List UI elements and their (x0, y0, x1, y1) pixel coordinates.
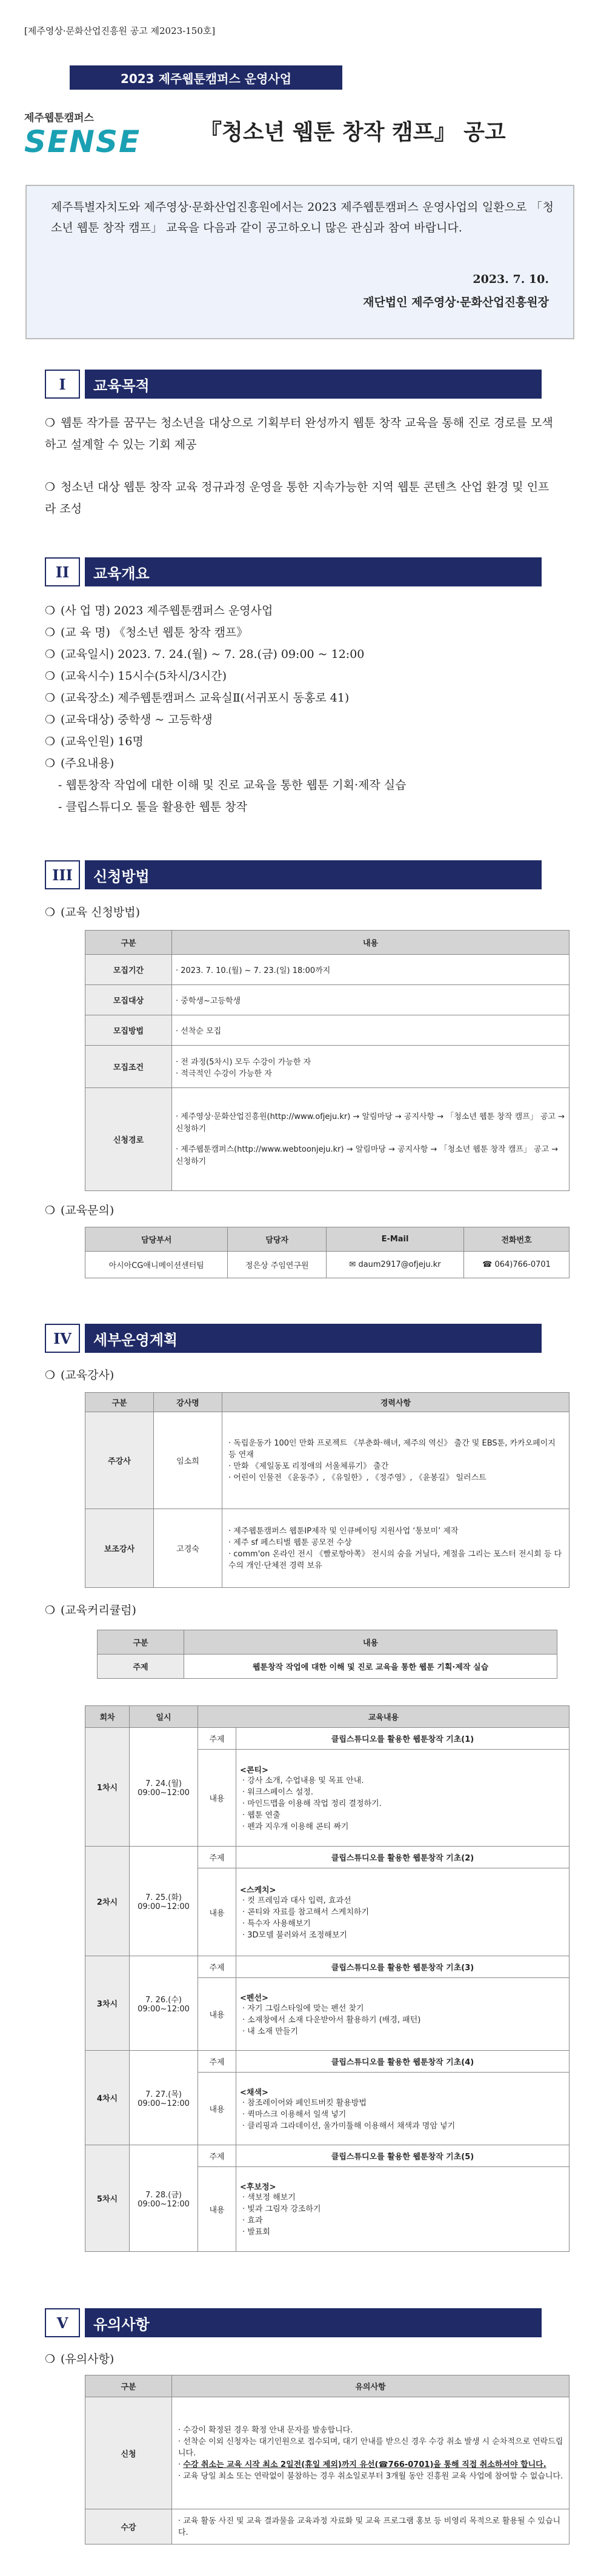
section-header-notes (45, 2308, 542, 2337)
doc-number: [제주영상·문화산업진흥원 공고 제2023-150호] (24, 25, 216, 36)
section-number: II (45, 557, 80, 586)
overview-sub-item: - 웹툰창작 작업에 대한 이해 및 진로 교육을 통한 웹툰 기획·제작 실습 (58, 778, 407, 792)
purpose-item: ❍ 청소년 대상 웹툰 창작 교육 정규과정 운영을 통한 지속가능한 지역 웹툰 콘텐츠 산업 환경 및 인프라 조성 (45, 480, 550, 516)
table-row: 내용 <펜선> · 자기 그림스타일에 맞는 펜선 찾기 · 소재창에서 소재 다운받아서 활용하기 (배경, 패턴) · 내 소재 만들기 (85, 1978, 569, 2051)
logo-small-text: 제주웹툰캠퍼스 (24, 112, 94, 124)
section-number: IV (45, 1324, 80, 1353)
notes-table (85, 2375, 569, 2544)
overview-item: ❍ (교육시수) 15시수(5차시/3시간) (45, 669, 227, 683)
table-row: 모집조건 · 전 과정(5차시) 모두 수강이 가능한 자 · 적극적인 수강이 가능한 자 (85, 1046, 569, 1088)
section-header-overview (45, 557, 542, 586)
table-row: 내용 <후보정> · 색보정 해보기 · 빛과 그림자 강조하기 · 효과 · 발표회 (85, 2167, 569, 2252)
section-header-plan (45, 1324, 542, 1353)
intro-org: 재단법인 제주영상·문화산업진흥원장 (363, 296, 549, 309)
contact-table (85, 1227, 569, 1278)
table-row: 주강사 임소희 · 독립운동가 100인 만화 프로젝트 《부춘화·해녀, 제주의 역신》 출간 및 EBS툰, 카카오페이지 등 연재 · 만화 《제일동포 리정애의 서울체류기》 출간 · 어린이 인물전 《윤동주》, 《유일한》, 《정주영》, 《윤봉길》 일러스트 (85, 1412, 569, 1509)
intro-box (25, 185, 574, 339)
col-header: 구분 (85, 1393, 154, 1412)
table-row: 1차시 7. 24.(월) 09:00~12:00 주제 클립스튜디오를 활용한 웹툰창작 기초(1) (85, 1728, 569, 1750)
intro-date: 2023. 7. 10. (473, 273, 549, 286)
section-header-purpose (45, 370, 542, 399)
table-row: 신청경로 · 제주영상·문화산업진흥원(http://www.ofjeju.kr) → 알림마당 → 공지사항 → 「청소년 웹툰 창작 캠프」 공고 → 신청하기 · 제주웹툰캠퍼스(http://www.webtoonjeju.kr) → 알림마당 → 공지사항 → 「청소년 웹툰 창작 캠프」 공고 → 신청하기 (85, 1088, 569, 1191)
overview-item: ❍ (교육인원) 16명 (45, 735, 144, 748)
table-row: 내용 <채색> · 참조레이어와 페인트버킷 활용방법 · 퀵마스크 이용해서 일색 넣기 · 클리핑과 그라데이션, 울가미툴해 이용해서 채색과 명암 넣기 (85, 2073, 569, 2145)
table-row: 아시아CG애니메이션센터팀 정은상 주임연구원 ✉ daum2917@ofjeju.kr ☎ 064)766-0701 (85, 1252, 569, 1278)
apply-table (85, 930, 569, 1191)
col-header: 내용 (184, 1630, 557, 1655)
logo (24, 109, 164, 164)
col-header: 강사명 (154, 1393, 222, 1412)
notes-heading: ❍ (유의사항) (45, 2352, 115, 2366)
table-row: 3차시 7. 26.(수) 09:00~12:00 주제 클립스튜디오를 활용한 웹툰창작 기초(3) (85, 1956, 569, 1978)
col-header: 구분 (85, 931, 172, 955)
section-number: III (45, 860, 80, 889)
table-row: 모집기간 · 2023. 7. 10.(월) ~ 7. 23.(일) 18:00까지 (85, 955, 569, 985)
apply-heading: ❍ (교육 신청방법) (45, 906, 140, 919)
section-label: 교육목적 (85, 370, 542, 399)
col-header: 담당부서 (85, 1227, 228, 1252)
section-header-apply (45, 860, 542, 889)
instructors-heading: ❍ (교육강사) (45, 1369, 115, 1382)
section-number: V (45, 2308, 80, 2337)
phone-icon: ☎ (482, 1260, 495, 1269)
col-header: 내용 (172, 931, 569, 955)
col-header: 유의사항 (172, 2375, 569, 2397)
table-row: 모집방법 · 선착순 모집 (85, 1015, 569, 1046)
col-header: E-Mail (327, 1227, 464, 1252)
contact-heading: ❍ (교육문의) (45, 1204, 115, 1217)
col-header: 담당자 (228, 1227, 327, 1252)
table-row: 내용 <콘티> · 강사 소개, 수업내용 및 목표 안내. · 워크스페이스 설정. · 마인드맵을 이용해 작업 정리 결정하기. · 웹툰 연출 · 펜과 지우개 이용해 콘티 짜기 (85, 1750, 569, 1847)
table-row: 보조강사 고경숙 · 제주웹툰캠퍼스 웹툰IP제작 및 인큐베이팅 지원사업 ‘통보미’ 제작 · 제주 sf 페스티벌 웹툰 공모전 수상 · comm'on 온라인 전시 《빨로항아쪽》 전시의 숨을 거닐다, 계절을 그리는 포스터 전시회 등 다수의 개인·단체전 경력 보유 (85, 1509, 569, 1588)
section-label: 세부운영계획 (85, 1324, 542, 1353)
purpose-item: ❍ 웹툰 작가를 꿈꾸는 청소년을 대상으로 기획부터 완성까지 웹툰 창작 교육을 통해 진로 경로를 모색하고 설계할 수 있는 기회 제공 (45, 416, 553, 451)
theme-table (97, 1630, 557, 1679)
table-row: 5차시 7. 28.(금) 09:00~12:00 주제 클립스튜디오를 활용한 웹툰창작 기초(5) (85, 2145, 569, 2167)
table-row: 주제 웹툰창작 작업에 대한 이해 및 진로 교육을 통한 웹툰 기획·제작 실습 (98, 1655, 557, 1679)
table-row: 수강 · 교육 활동 사진 및 교육 결과물을 교육과정 자료화 및 교육 프로그램 홍보 등 비영리 목적으로 활용될 수 있습니다. (85, 2509, 569, 2544)
instructors-table (85, 1392, 569, 1588)
section-label: 교육개요 (85, 557, 542, 586)
col-header: 교육내용 (198, 1706, 569, 1728)
table-row: 내용 <스케치> · 컷 프레임과 대사 입력, 효과선 · 콘티와 자료를 참고해서 스케치하기 · 특수자 사용해보기 · 3D모델 불러와서 조정해보기 (85, 1868, 569, 1956)
overview-item: ❍ (교 육 명) 《청소년 웹툰 창작 캠프》 (45, 626, 248, 639)
program-band: 2023 제주웹툰캠퍼스 운영사업 (70, 65, 342, 90)
section-label: 신청방법 (85, 860, 542, 889)
col-header: 구분 (85, 2375, 172, 2397)
overview-item: ❍ (사 업 명) 2023 제주웹툰캠퍼스 운영사업 (45, 604, 273, 617)
overview-item: ❍ (교육대상) 중학생 ~ 고등학생 (45, 713, 213, 726)
overview-sub-item: - 클립스튜디오 툴을 활용한 웹툰 창작 (58, 800, 247, 814)
logo-big-text: SENSE (24, 124, 141, 159)
section-label: 유의사항 (85, 2308, 542, 2337)
col-header: 경력사항 (222, 1393, 569, 1412)
overview-item: ❍ (주요내용) (45, 757, 115, 770)
mail-icon: ✉ (349, 1260, 359, 1269)
overview-item: ❍ (교육장소) 제주웹툰캠퍼스 교육실Ⅱ(서귀포시 동홍로 41) (45, 691, 350, 705)
section-number: I (45, 370, 80, 399)
page-title: 『청소년 웹툰 창작 캠프』 공고 (200, 120, 506, 145)
overview-item: ❍ (교육일시) 2023. 7. 24.(월) ~ 7. 28.(금) 09:00 ~ 12:00 (45, 648, 365, 661)
curriculum-table (85, 1705, 569, 2252)
col-header: 회차 (85, 1706, 130, 1728)
table-row: 4차시 7. 27.(목) 09:00~12:00 주제 클립스튜디오를 활용한 웹툰창작 기초(4) (85, 2051, 569, 2073)
table-row: 2차시 7. 25.(화) 09:00~12:00 주제 클립스튜디오를 활용한 웹툰창작 기초(2) (85, 1847, 569, 1868)
email-link[interactable]: daum2917@ofjeju.kr (358, 1260, 441, 1269)
intro-text: 제주특별자치도와 제주영상·문화산업진흥원에서는 2023 제주웹툰캠퍼스 운영사업의 일환으로 「청소년 웹툰 창작 캠프」 교육을 다음과 같이 공고하오니 많은 관심과 참여 바랍니다. (51, 201, 554, 234)
col-header: 전화번호 (464, 1227, 569, 1252)
curriculum-heading: ❍ (교육커리큘럼) (45, 1604, 136, 1617)
table-row: 신청 · 수강이 확정된 경우 확정 안내 문자를 발송합니다. · 선착순 이외 신청자는 대기인원으로 접수되며, 대기 안내를 받으신 경우 수강 취소 발생 시 순차적으로 연락드립니다. · 수강 취소는 교육 시작 최소 2일전(휴일 제외)까지 유선(☎766-0701)을 통해 직접 취소하셔야 합니다. · 교육 당일 최소 또는 연락없이 불참하는 경우 취소일로부터 3개월 동안 진흥원 교육 사업에 참여할 수 없습니다. (85, 2397, 569, 2509)
col-header: 일시 (130, 1706, 198, 1728)
col-header: 구분 (98, 1630, 184, 1655)
table-row: 모집대상 · 중학생~고등학생 (85, 985, 569, 1015)
